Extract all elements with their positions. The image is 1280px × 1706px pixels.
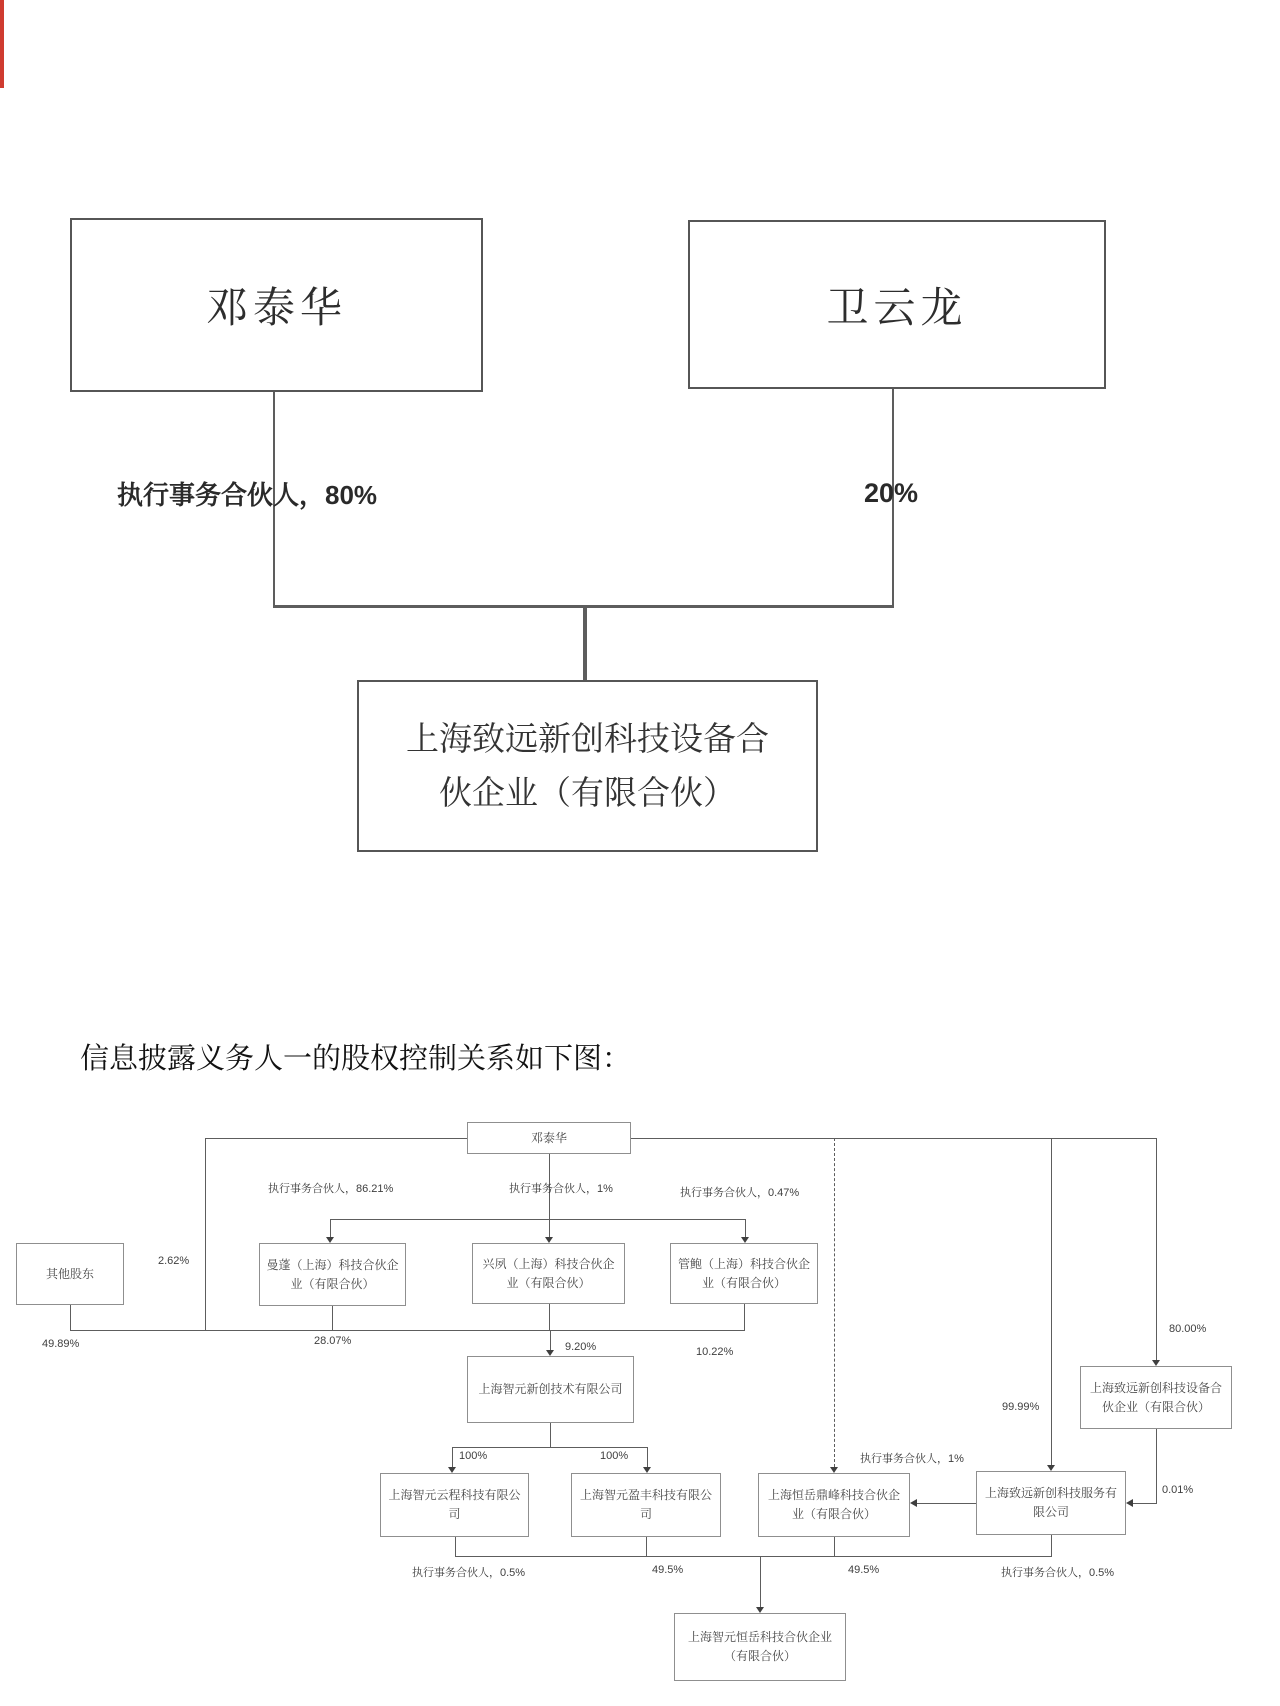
connector-line [455,1556,1052,1557]
node-label: 上海恒岳鼎峰科技合伙企业（有限合伙） [767,1488,900,1521]
connector-line [1133,1503,1157,1504]
connector-line [452,1447,453,1467]
arrow-left-icon [910,1499,917,1507]
connector-line [1051,1138,1052,1465]
node-hengyue-dingfeng [758,1473,910,1537]
share-label-495-left: 49.5% [652,1564,684,1576]
connector-line [205,1138,206,1330]
node-label: 兴夙（上海）科技合伙企业（有限合伙） [482,1256,615,1290]
node-label: 管鲍（上海）科技合伙企业（有限合伙） [677,1256,810,1290]
node-deng-taihua [467,1122,631,1154]
connector-line [455,1537,456,1556]
share-label-8000: 80.00% [1169,1323,1207,1335]
connector-line [550,1330,551,1350]
connector-line [834,1537,835,1556]
share-label-9999: 99.99% [1002,1401,1040,1413]
node-label: 上海智元盈丰科技有限公司 [579,1488,712,1521]
connector-line [760,1556,761,1607]
share-label-1022: 10.22% [696,1346,734,1358]
share-label-gp-05-left: 执行事务合伙人，0.5% [412,1567,526,1579]
share-label-gp-1-fuwu: 执行事务合伙人，1% [860,1453,964,1465]
node-wei-yunlong-large [688,220,1106,389]
share-label-920: 9.20% [565,1341,597,1353]
connector-line [744,1304,745,1331]
connector-line [205,1138,1156,1139]
connector-line [550,1423,551,1447]
node-zhiyuan-shebei [1080,1366,1232,1429]
share-label-gp-8621: 执行事务合伙人，86.21% [268,1183,394,1195]
connector-line [330,1219,745,1220]
arrow-left-icon [1126,1499,1133,1507]
connector-line [70,1330,744,1331]
share-label-20: 20% [864,478,919,508]
connector-line [1051,1535,1052,1556]
node-label: 上海智元恒岳科技合伙企业（有限合伙） [687,1630,832,1663]
node-label: 曼蓬（上海）科技合伙企业（有限合伙） [266,1257,399,1291]
scan-artifact-red-line [0,0,4,88]
connector-line [745,1219,746,1238]
node-zhiyuan-shebei-large [357,680,818,852]
share-label-gp-1: 执行事务合伙人，1% [509,1183,613,1195]
connector-line [549,1219,550,1238]
connector-line [549,1304,550,1331]
share-label-100-right: 100% [600,1450,629,1462]
node-zhiyuan-hengyue [674,1613,846,1681]
node-zhiyuan-fuwu [976,1471,1126,1535]
node-other-shareholders [16,1243,124,1305]
section-heading: 信息披露义务人一的股权控制关系如下图： [80,1043,632,1075]
node-label: 上海致远新创科技设备合伙企业（有限合伙） [1089,1380,1222,1414]
connector-line [452,1447,647,1448]
connector-line [646,1537,647,1556]
node-guanbao-partnership [670,1243,818,1304]
share-label-gp-047: 执行事务合伙人，0.47% [680,1187,800,1199]
share-label-262: 2.62% [158,1255,190,1267]
node-label: 邓泰华 [530,1130,567,1145]
connector-line [583,605,587,682]
node-label: 邓泰华 [205,284,347,331]
connector-line [647,1447,648,1467]
node-label: 上海智元新创技术有限公司 [478,1382,623,1397]
connector-line [1156,1429,1157,1504]
connector-line [332,1305,333,1331]
node-label: 上海智元云程科技有限公司 [388,1488,521,1521]
node-manpeng-partnership [259,1243,406,1306]
node-label: 上海致远新创科技设备合伙企业（有限合伙） [406,719,769,811]
node-label: 其他股东 [45,1266,94,1281]
share-label-4989: 49.89% [42,1338,80,1350]
share-label-2807: 28.07% [314,1335,352,1347]
share-label-gp-80: 执行事务合伙人，80% [117,480,378,510]
connector-line [70,1305,71,1331]
dashed-control-line [834,1138,835,1467]
connector-line [1156,1138,1157,1360]
node-zhiyuan-yingfeng [571,1473,721,1537]
share-label-495-right: 49.5% [848,1564,880,1576]
node-zhiyuan-yuncheng [380,1473,529,1537]
connector-line [917,1503,976,1504]
share-label-100-left: 100% [459,1450,488,1462]
share-label-gp-05-right: 执行事务合伙人，0.5% [1001,1567,1115,1579]
node-xingsu-partnership [472,1243,625,1304]
node-label: 上海致远新创科技服务有限公司 [984,1486,1117,1519]
connector-line [330,1219,331,1238]
node-zhiyuan-xinchuang [467,1356,634,1423]
share-label-001: 0.01% [1162,1484,1194,1496]
node-deng-taihua-large [70,218,483,392]
node-label: 卫云龙 [826,283,968,331]
